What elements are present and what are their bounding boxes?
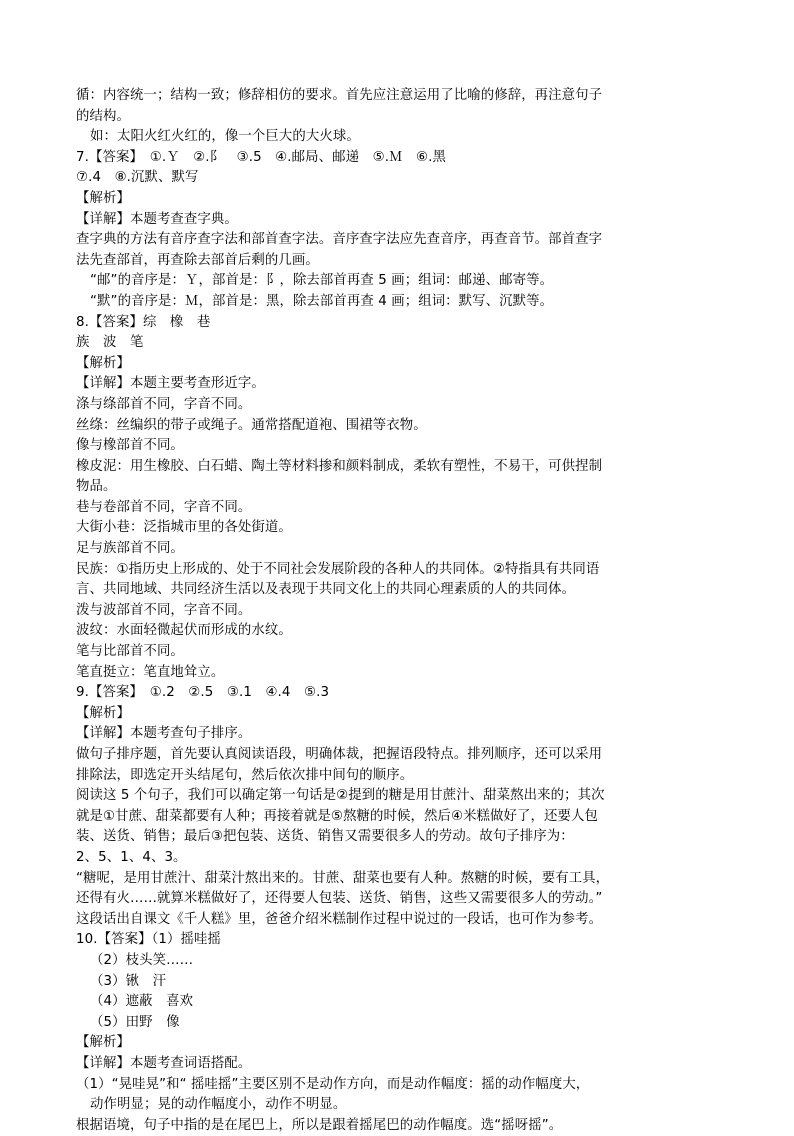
document-line: 足与族部首不同。 [76,541,184,557]
document-line: 查字典的方法有音序查字法和部首查字法。音序查字法应先查音序，再查音节。部首查字 [76,232,603,248]
document-line: 大街小巷：泛指城市里的各处街道。 [76,520,292,536]
document-line: 【详解】本题考查查字典。 [76,211,238,227]
document-line: 丝绦：丝编织的带子或绳子。通常搭配道袍、围裙等衣物。 [76,417,427,433]
document-line: （4）遮蔽 喜欢 [90,994,194,1010]
document-line: 法先查部首，再查除去部首后剩的几画。 [76,252,319,268]
document-line: 2、5、1、4、3。 [76,849,187,865]
document-line: 【详解】本题考查句子排序。 [76,726,252,742]
document-line: 还得有火……就算米糕做好了，还得要人包装、送货、销售，这些又需要很多人的劳动。” [76,891,603,907]
document-line: “邮”的音序是：Ｙ，部首是：阝，除去部首再查 5 画；组词：邮递、邮寄等。 [90,273,554,289]
document-line: 如：太阳火红火红的，像一个巨大的大火球。 [90,129,360,145]
document-line: 循：内容统一；结构一致；修辞相仿的要求。首先应注意运用了比喻的修辞，再注意句子 [76,88,603,103]
document-line: 【详解】本题主要考查形近字。 [76,376,265,392]
document-line: 【解析】 [76,190,130,206]
document-line: 笔直挺立：笔直地耸立。 [76,664,225,680]
document-line: 装、送货、销售；最后③把包装、送货、销售又需要很多人的劳动。故句子排序为： [76,829,574,845]
document-line: （3）锹 汗 [90,973,167,989]
document-line: 根据语境，句子中指的是在尾巴上，所以是跟着摇尾巴的动作幅度。选“摇呀摇”。 [76,1117,563,1133]
document-line: 波纹：水面轻微起伏而形成的水纹。 [76,623,292,639]
document-line: 涤与绦部首不同，字音不同。 [76,396,252,412]
document-line: 这段话出自课文《千人糕》里，爸爸介绍米糕制作过程中说过的一段话，也可作为参考。 [76,911,603,927]
document-line: 【解析】 [76,355,130,371]
document-line: 巷与卷部首不同，字音不同。 [76,499,252,515]
document-line: 8.【答案】综 橡 巷 [76,314,211,330]
document-line: 笔与比部首不同。 [76,644,184,660]
document-line: 就是①甘蔗、甜菜都要有人种；再接着就是⑤熬糖的时候，然后④米糕做好了，还要人包 [76,808,598,824]
document-body [76,86,718,1136]
document-line: 橡皮泥：用生橡胶、白石蜡、陶土等材料掺和颜料制成，柔软有塑性，不易干，可供捏制 [76,458,603,474]
document-line: （1）“晃哇晃”和“ 摇哇摇”主要区别不是动作方向，而是动作幅度：摇的动作幅度大， [76,1076,590,1092]
document-line: 10.【答案】（1）摇哇摇 [76,932,221,948]
document-line: （2）枝头笑…… [90,952,194,968]
document-line: “默”的音序是：Ｍ，部首是：黑，除去部首再查 4 画；组词：默写、沉默等。 [90,293,554,309]
document-line: 【详解】本题考查词语搭配。 [76,1055,252,1071]
document-line: 泼与波部首不同，字音不同。 [76,602,252,618]
document-line: 动作明显；晃的动作幅度小，动作不明显。 [90,1097,347,1113]
document-line: 物品。 [76,479,117,495]
document-line: 民族：①指历史上形成的、处于不同社会发展阶段的各种人的共同体。②特指具有共同语 [76,561,600,577]
document-line: 言、共同地域、共同经济生活以及表现于共同文化上的共同心理素质的人的共同体。 [76,582,576,598]
document-line: 的结构。 [76,108,130,124]
document-line: 做句子排序题，首先要认真阅读语段，明确体裁，把握语段特点。排列顺序，还可以采用 [76,747,603,762]
document-line: 族 波 笔 [76,335,144,351]
document-line: ⑦.4 ⑧.沉默、默写 [76,170,199,186]
document-line: 7.【答案】 ①.Ｙ ②.阝 ③.5 ④.邮局、邮递 ⑤.Ｍ ⑥.黑 [76,149,446,165]
document-line: 【解析】 [76,705,130,721]
document-line: 阅读这 5 个句子，我们可以确定第一句话是②提到的糖是用甘蔗汁、甜菜熬出来的；其次 [76,788,605,804]
document-line: 像与橡部首不同。 [76,438,184,454]
document-line: 9.【答案】 ①.2 ②.5 ③.1 ④.4 ⑤.3 [76,685,330,701]
document-line: 【解析】 [76,1035,130,1051]
document-line: “糖呢，是用甘蔗汁、甜菜汁熬出来的。甘蔗、甜菜也要有人种。熬糖的时候，要有工具， [76,870,610,886]
document-line: 排除法，即选定开头结尾句，然后依次排中间句的顺序。 [76,767,414,783]
document-line: （5）田野 像 [90,1014,180,1030]
